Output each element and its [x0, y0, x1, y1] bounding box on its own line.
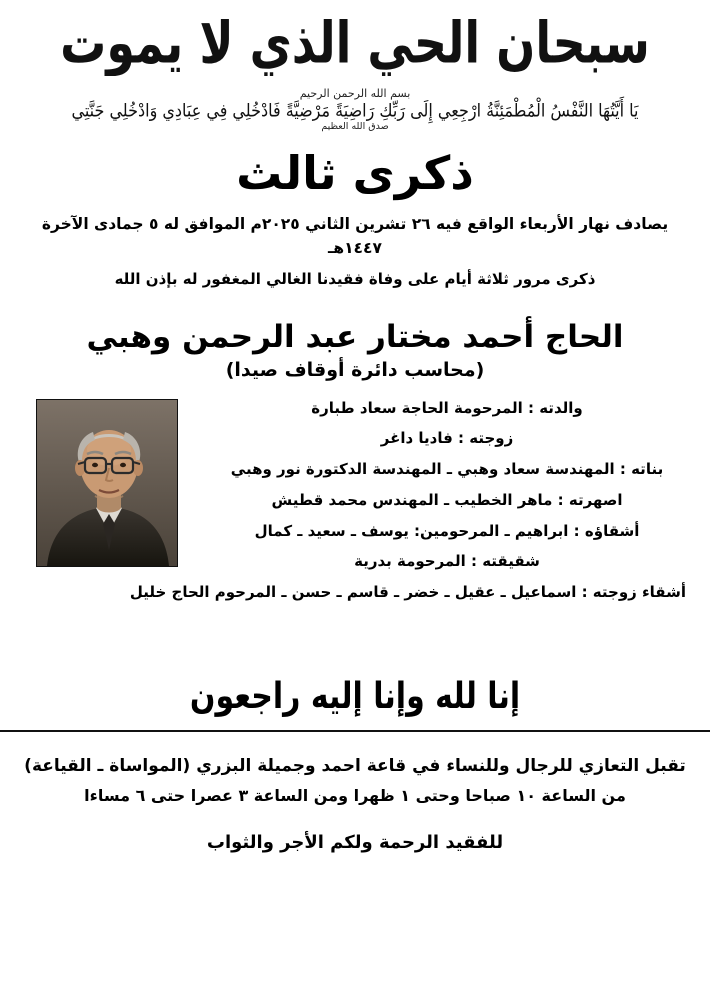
calligraphy-header — [0, 0, 710, 132]
relative-mother: والدته : المرحومة الحاجة سعاد طبارة — [311, 398, 583, 417]
quran-ayah-text: يَا أَيَّتُهَا النَّفْسُ الْمُطْمَئِنَّةُ ارْجِعِي إِلَى رَبِّكِ رَاضِيَةً مَرْضِيَّةً فَادْخُلِي فِي عِبَادِي وَادْخُلِي جَنَّتِي — [71, 100, 639, 121]
page-title: ذكرى ثالث — [236, 145, 474, 200]
deceased-role: (محاسب دائرة أوقاف صيدا) — [225, 359, 485, 382]
memorial-occasion-line: ذكرى مرور ثلاثة أيام على وفاة فقيدنا الغالي المغفور له بإذن الله — [114, 270, 596, 289]
portrait-illustration — [37, 400, 177, 566]
relative-sons-in-law: اصهرته : ماهر الخطيب ـ المهندس محمد قطيش — [271, 490, 623, 509]
basmala-text: بسم الله الرحمن الرحيم — [299, 87, 411, 100]
calligraphy-inna-lillah-text: إنا لله وإنا إليه راجعون — [189, 675, 521, 718]
relative-brothers: أشقاؤه : ابراهيم ـ المرحومين: يوسف ـ سعيد ـ كمال — [254, 521, 640, 540]
portrait-and-relatives-block — [0, 393, 710, 653]
condolences-venue-line: تقبل التعازي للرجال وللنساء في قاعة احمد وجميلة البزري (المواساة ـ القياعة) — [24, 756, 686, 777]
memorial-date-line: يصادف نهار الأربعاء الواقع فيه ٢٦ تشرين الثاني ٢٠٢٥م الموافق له ٥ جمادى الآخرة ١٤٤٧هـ — [41, 214, 669, 258]
calligraphy-subhan-text: سبحان الحي الذي لا يموت — [60, 8, 650, 76]
relative-daughters: بناته : المهندسة سعاد وهبي ـ المهندسة الدكتورة نور وهبي — [230, 460, 664, 479]
calligraphy-footer — [0, 675, 710, 718]
sadaqa-text: صدق الله العظيم — [321, 121, 389, 132]
condolences-section — [0, 732, 710, 853]
closing-blessing: للفقيد الرحمة ولكم الأجر والثواب — [206, 831, 504, 853]
deceased-portrait-photo — [36, 399, 178, 567]
relative-wife: زوجته : فاديا داغر — [380, 429, 514, 448]
deceased-name: الحاج أحمد مختار عبد الرحمن وهبي — [86, 319, 624, 356]
condolences-hours-line: من الساعة ١٠ صباحا وحتى ١ ظهرا ومن الساعة ٣ عصرا حتى ٦ مساءا — [84, 785, 626, 805]
relative-wife-brothers: أشقاء زوجته : اسماعيل ـ عقيل ـ خضر ـ قاسم ـ حسن ـ المرحوم الحاج خليل — [129, 583, 686, 602]
relative-sister: شقيقته : المرحومة بدرية — [354, 552, 540, 571]
